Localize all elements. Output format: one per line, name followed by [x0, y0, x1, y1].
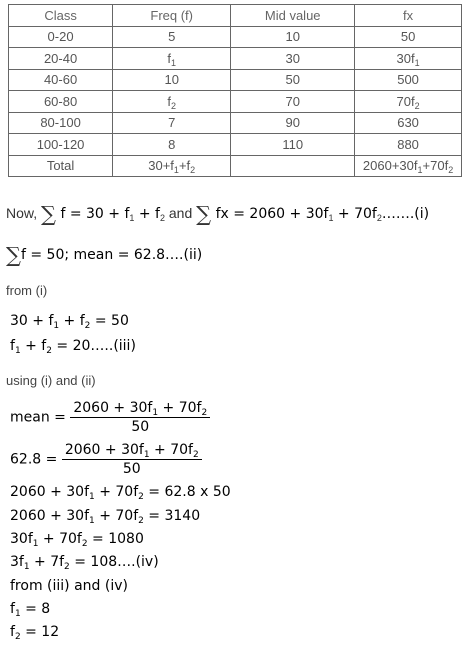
result-f2: $f_2 = 12$	[10, 624, 60, 642]
fx-cell: $30f_1$	[355, 48, 462, 70]
total-mid	[231, 155, 355, 177]
class-cell: 20-40	[9, 48, 113, 70]
mid-value-cell: 70	[231, 91, 355, 113]
mid-value-cell: 50	[231, 69, 355, 91]
using-i-ii-label: using (i) and (ii)	[6, 373, 96, 388]
sum-equation-i: Now, ∑ $f = 30 + f_1 + f_2$ and ∑ fx = $2060 + 30f_1$ + $70f_2\dots\dots.(i)$	[6, 202, 430, 226]
mid-value-cell: 90	[231, 112, 355, 134]
class-cell: 40-60	[9, 69, 113, 91]
total-label: Total	[9, 155, 113, 177]
fx-cell: 880	[355, 134, 462, 156]
frequency-table	[8, 4, 462, 177]
class-cell: 100-120	[9, 134, 113, 156]
fx-cell: $70f_2$	[355, 91, 462, 113]
equation-iv: $3f_1 + 7f_2$ = 108….(iv)	[10, 554, 159, 572]
fraction: $\frac{2060 + 30f_1 + 70f_2}{50}$	[62, 442, 202, 477]
mid-value-cell: 10	[231, 26, 355, 48]
table-row	[9, 26, 462, 48]
freq-cell: 10	[113, 69, 231, 91]
equation-product: $2060 + 30f_1 + 70f_2 = 62.8$ x 50	[10, 484, 231, 502]
mid-value-cell: 30	[231, 48, 355, 70]
fx-cell: 500	[355, 69, 462, 91]
header-freq: Freq (f)	[113, 5, 231, 27]
mean-equation-ii: ∑f = 50; mean = 62.8….(ii)	[6, 243, 203, 267]
from-iii-iv-label: from (iii) and (iv)	[10, 578, 128, 594]
total-fx: $2060+30f_1+70f_2$	[355, 155, 462, 177]
table-row	[9, 69, 462, 91]
result-f1: $f_1 = 8$	[10, 601, 51, 619]
equation-1080: $30f_1 + 70f_2 = 1080$	[10, 531, 144, 549]
mid-value-cell: 110	[231, 134, 355, 156]
class-cell: 0-20	[9, 26, 113, 48]
freq-cell: 7	[113, 112, 231, 134]
header-fx: fx	[355, 5, 462, 27]
freq-cell: $f_1$	[113, 48, 231, 70]
from-i-label: from (i)	[6, 283, 48, 298]
table-row	[9, 134, 462, 156]
table-body	[9, 26, 462, 155]
freq-cell: $f_2$	[113, 91, 231, 113]
sigma-symbol: ∑	[6, 243, 21, 267]
table-total-row	[9, 155, 462, 177]
total-freq: $30+f_1+f_2$	[113, 155, 231, 177]
equation-iii: $f_1 + f_2$ = 20…..(iii)	[10, 338, 136, 356]
fraction: $\frac{2060 + 30f_1 + 70f_2}{50}$	[70, 400, 210, 435]
table-row	[9, 91, 462, 113]
header-class: Class	[9, 5, 113, 27]
fx-cell: 630	[355, 112, 462, 134]
class-cell: 60-80	[9, 91, 113, 113]
table-row	[9, 112, 462, 134]
equation-30-f1-f2: $30 + f_1 + f_2 = 50$	[10, 313, 129, 331]
table-row	[9, 48, 462, 70]
value-fraction-equation: 62.8 = $\frac{2060 + 30f_1 + 70f_2}{50}$	[10, 442, 202, 477]
class-cell: 80-100	[9, 112, 113, 134]
fx-cell: 50	[355, 26, 462, 48]
sigma-symbol: ∑	[41, 202, 57, 226]
freq-cell: 5	[113, 26, 231, 48]
sigma-symbol: ∑	[196, 202, 212, 226]
equation-3140: $2060 + 30f_1 + 70f_2 = 3140$	[10, 508, 201, 526]
header-mid-value: Mid value	[231, 5, 355, 27]
freq-cell: 8	[113, 134, 231, 156]
table-header-row	[9, 5, 462, 27]
mean-fraction-equation: mean = $\frac{2060 + 30f_1 + 70f_2}{50}$	[10, 400, 210, 435]
